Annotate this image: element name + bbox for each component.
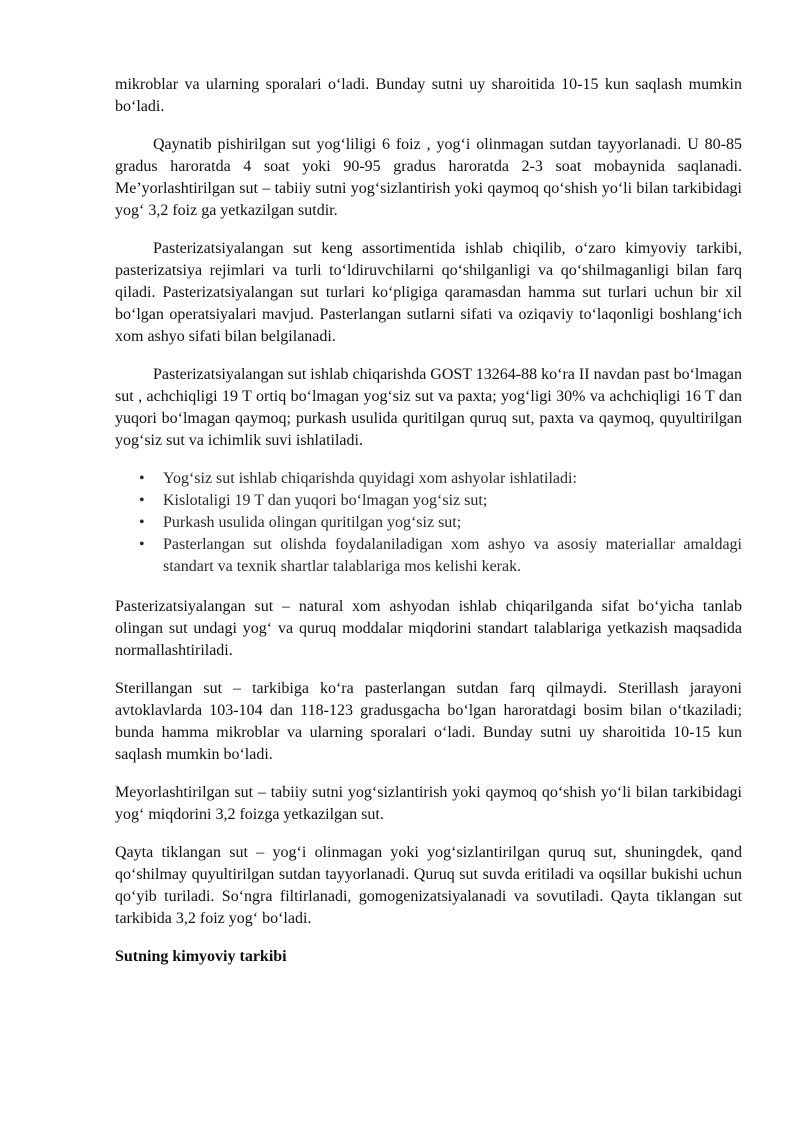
list-item-text: Kislotaligi 19 T dan yuqori bo‘lmagan yog‘siz sut; [163,492,488,509]
raw-materials-list [115,468,742,578]
bullet-icon: • [139,492,145,509]
list-item [115,512,742,534]
paragraph-meyorlashtirilgan-sut: Meyorlashtirilgan sut – tabiiy sutni yog‘sizlantirish yoki qaymoq qo‘shish yo‘li bilan tarkibidagi yog‘ miqdorini 3,2 foizga yetkazilgan sut. [115,784,742,823]
paragraph-pasterizatsiyalangan-assortiment: Pasterizatsiyalangan sut keng assortimentida ishlab chiqilib, o‘zaro kimyoviy tarkibi, pasterizatsiya rejimlari va turli to‘ldiruvchilarni qo‘shilganligi va qo‘shilmaganligi bilan farq qiladi. Pasterizatsiyalangan sut turlari ko‘pligiga qaramasdan hamma sut turlari uchun bir xil bo‘lgan operatsiyalari mavjud. Pasterlangan sutlarni sifati va oziqaviy to‘laqonligi boshlang‘ich xom ashyo sifati bilan belgilanadi. [115,240,742,345]
section-heading: Sutning kimyoviy tarkibi [115,948,287,965]
list-item [115,468,742,490]
list-item-text: Yog‘siz sut ishlab chiqarishda quyidagi xom ashyolar ishlatiladi: [163,470,577,487]
list-item [115,490,742,512]
document-page [115,74,742,968]
paragraph-gost-requirements: Pasterizatsiyalangan sut ishlab chiqarishda GOST 13264-88 ko‘ra II navdan past bo‘lmagan sut , achchiqligi 19 T ortiq bo‘lmagan yog‘siz sut va paxta; yog‘ligi 30% va achchiqligi 16 T dan yuqori bo‘lmagan qaymoq; purkash usulida quritilgan quruq sut, paxta va qaymoq, quyultirilgan yog‘siz sut va ichimlik suvi ishlatiladi. [115,366,742,449]
paragraph-normallashtirish: Pasterizatsiyalangan sut – natural xom ashyodan ishlab chiqarilganda sifat bo‘yicha tanlab olingan sut undagi yog‘ va quruq moddalar miqdorini standart talablariga yetkazish maqsadida normallashtiriladi. [115,598,742,659]
paragraph-sterillangan-sut: Sterillangan sut – tarkibiga ko‘ra pasterlangan sutdan farq qilmaydi. Sterillash jarayoni avtoklavlarda 103-104 dan 118-123 gradusgacha bo‘lgan haroratdagi bosim bilan o‘tkaziladi; bunda hamma mikroblar va ularning sporalari o‘ladi. Bunday sutni uy sharoitida 10-15 kun saqlash mumkin bo‘ladi. [115,680,742,763]
paragraph-qayta-tiklangan-sut: Qayta tiklangan sut – yog‘i olinmagan yoki yog‘sizlantirilgan quruq sut, shuningdek, qand qo‘shilmay quyultirilgan sutdan tayyorlanadi. Quruq sut suvda eritiladi va oqsillar bukishi uchun qo‘yib turiladi. So‘ngra filtirlanadi, gomogenizatsiyalanadi va sovutiladi. Qayta tiklangan sut tarkibida 3,2 foiz yog‘ bo‘ladi. [115,844,742,927]
list-item [115,534,742,578]
bullet-icon: • [139,470,145,487]
list-item-text: Pasterlangan sut olishda foydalaniladigan xom ashyo va asosiy materiallar amaldagi standart va texnik shartlar talablariga mos kelishi kerak. [163,536,742,575]
bullet-icon: • [139,536,145,553]
list-item-text: Purkash usulida olingan quritilgan yog‘siz sut; [163,514,462,531]
bullet-icon: • [139,514,145,531]
paragraph-sporalari: mikroblar va ularning sporalari o‘ladi. Bunday sutni uy sharoitida 10-15 kun saqlash mumkin bo‘ladi. [115,76,742,115]
paragraph-qaynatib-pishirilgan-sut: Qaynatib pishirilgan sut yog‘liligi 6 foiz , yog‘i olinmagan sutdan tayyorlanadi. U 80-85 gradus haroratda 4 soat yoki 90-95 gradus haroratda 2-3 soat mobaynida saqlanadi. Me’yorlashtirilgan sut – tabiiy sutni yog‘sizlantirish yoki qaymoq qo‘shish yo‘li bilan tarkibidagi yog‘ 3,2 foiz ga yetkazilgan sutdir. [115,136,742,219]
